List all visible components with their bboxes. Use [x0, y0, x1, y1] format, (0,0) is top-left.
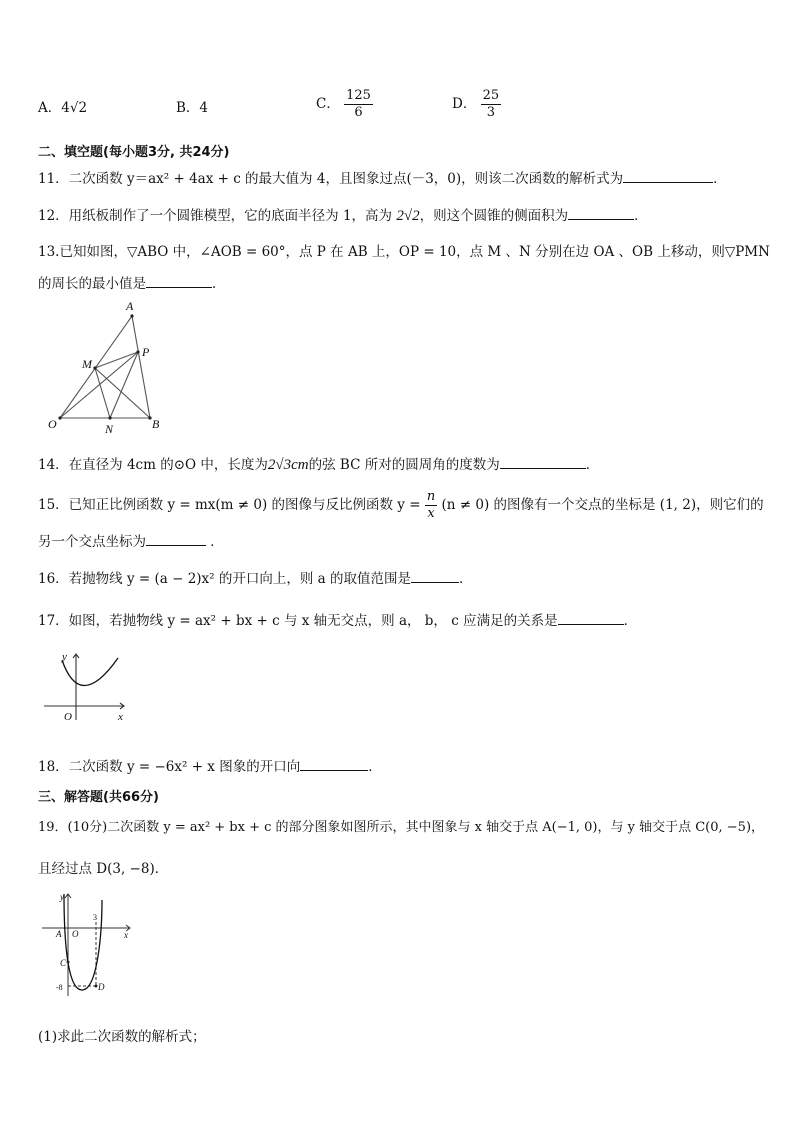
label-m: M [82, 357, 92, 371]
answer-blank [146, 531, 206, 546]
tick-label-3: 3 [93, 913, 97, 922]
question-15-line2: 另一个交点坐标为 ． [38, 530, 224, 550]
label-b: B [152, 417, 160, 431]
option-c-fraction: $\frac{125}{6}$ [346, 88, 371, 120]
option-d: D． $\frac{25}{3}$ [452, 88, 500, 120]
option-c: C． $\frac{125}{6}$ [316, 88, 371, 120]
answer-blank [568, 205, 634, 220]
question-11: 11．二次函数 y＝ax² + 4ax + c 的最大值为 4，且图象过点(－3，0)，则该二次函数的解析式为 ． [38, 167, 727, 187]
parabola-figure [40, 650, 130, 726]
label-y: y [62, 651, 67, 663]
answer-blank [146, 273, 212, 288]
parabola-curve [62, 658, 118, 686]
label-a: A [56, 929, 62, 939]
label-o: O [72, 929, 79, 939]
label-o: O [64, 711, 72, 723]
section-solve-heading: 三、解答题(共66分) [38, 790, 159, 805]
option-b: B．4 [176, 100, 209, 116]
question-14: 14．在直径为 4cm 的⊙O 中，长度为2√3cm的弦 BC 所对的圆周角的度数为 ． [38, 453, 599, 474]
quadratic-graph-figure [40, 890, 140, 1000]
question-13-line2: 的周长的最小值是 ． [38, 272, 226, 292]
label-c: C [60, 958, 67, 968]
answer-blank [500, 454, 586, 469]
segment-mb [95, 368, 150, 418]
question-19-line2: 且经过点 D(3, −8)． [38, 861, 169, 877]
question-16: 16．若抛物线 y = (a − 2)x² 的开口向上，则 a 的取值范围是 ． [38, 567, 473, 587]
question-17: 17．如图，若抛物线 y = ax² + bx + c 与 x 轴无交点，则 a， b， c 应满足的关系是 ． [38, 609, 637, 629]
section-fill-blank-heading: 二、填空题(每小题3分, 共24分) [38, 145, 230, 160]
option-b-value: 4 [199, 100, 209, 116]
answer-blank [300, 756, 368, 771]
question-19-line1: 19．(10分)二次函数 y = ax² + bx + c 的部分图象如图所示，其中图象与 x 轴交于点 A(−1, 0)，与 y 轴交于点 C(0, −5)， [38, 820, 765, 835]
label-d: D [98, 982, 105, 992]
question-15-line1: 15．已知正比例函数 y = mx(m ≠ 0) 的图像与反比例函数 y = $\frac{n}{x}$ (n ≠ 0) 的图像有一个交点的坐标是 (1, 2)，则它们的 [38, 489, 764, 521]
question-19-part1: (1)求此二次函数的解析式； [38, 1029, 206, 1045]
question-12: 12．用纸板制作了一个圆锥模型，它的底面半径为 1，高为 2√2，则这个圆锥的侧面积为 ． [38, 204, 648, 225]
answer-blank [558, 610, 624, 625]
label-n: N [105, 422, 114, 434]
question-18: 18．二次函数 y = −6x² + x 图象的开口向 ． [38, 755, 382, 775]
answer-blank [411, 568, 459, 583]
label-y: y [60, 892, 64, 902]
segment-ab [132, 316, 150, 418]
triangle-figure [40, 298, 170, 434]
label-p: P [142, 345, 150, 359]
label-o: O [48, 417, 57, 431]
label-x: x [124, 930, 128, 940]
option-a: A．4√2 [38, 100, 88, 116]
question-13-line1: 13.已知如图，▽ABO 中，∠AOB = 60°，点 P 在 AB 上，OP = 10，点 M 、N 分别在边 OA 、OB 上移动，则▽PMN [38, 244, 770, 260]
option-d-fraction: $\frac{25}{3}$ [482, 88, 500, 120]
label-x: x [118, 711, 123, 723]
tick-label-neg8: -8 [56, 983, 63, 992]
q15-fraction: $\frac{n}{x}$ [426, 489, 436, 521]
label-a: A [126, 299, 134, 313]
answer-blank [623, 168, 713, 183]
option-a-value: 4√2 [61, 100, 88, 116]
